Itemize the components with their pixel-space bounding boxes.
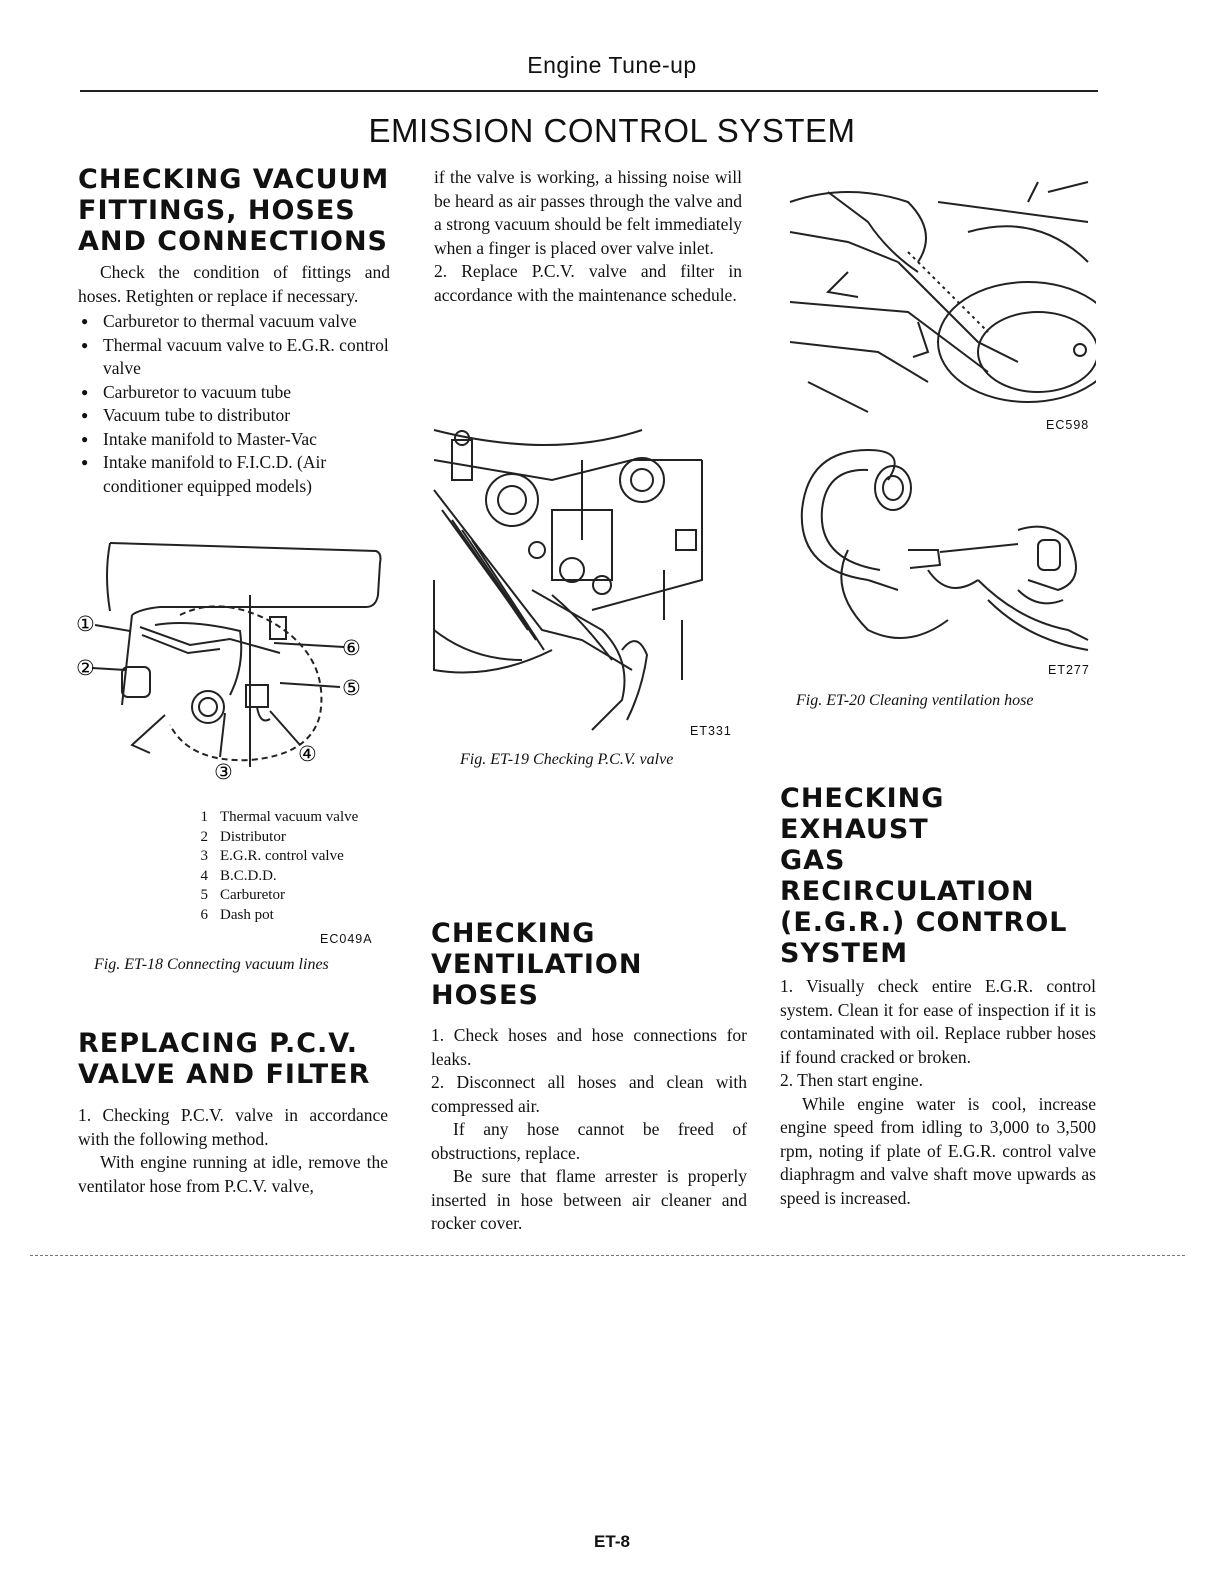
pcv-item-1: 1. Checking P.C.V. valve in accordance with the following method. [78, 1105, 388, 1149]
legend-row: 1 Thermal vacuum valve [200, 809, 359, 825]
callout-6: ⑥ [342, 636, 361, 660]
fig18-code: EC049A [320, 932, 373, 946]
vacuum-intro: Check the condition of fittings and hoses. Retighten or replace if necessary. [78, 262, 390, 306]
divider [30, 1255, 1185, 1256]
fig19-caption: Fig. ET-19 Checking P.C.V. valve [460, 751, 674, 768]
pcv-item-1-para: With engine running at idle, remove the ventilator hose from P.C.V. valve, [78, 1152, 388, 1196]
egr-heading: CHECKING EXHAUST GAS RECIRCULATION (E.G.R.) CONTROL SYSTEM [780, 783, 1068, 969]
pcv-continued-text: if the valve is working, a hissing noise will be heard as air passes through the valve and a strong vacuum should be felt immediately when a finger is placed over valve inlet. [434, 167, 742, 258]
fig20-code-top: EC598 [1046, 418, 1090, 432]
vacuum-lines-diagram [70, 535, 390, 785]
list-item: ● Vacuum tube to distributor [78, 404, 390, 428]
legend-row: 3 E.G.R. control valve [200, 848, 344, 864]
egr-item-1: 1. Visually check entire E.G.R. control system. Clean it for ease of inspection if it is contaminated with oil. Replace rubber hoses if found cracked or broken. [780, 976, 1096, 1067]
section-egr [780, 783, 1096, 1210]
section-vacuum [78, 164, 390, 498]
legend-row: 4 B.C.D.D. [200, 867, 277, 884]
egr-para: While engine water is cool, increase engine speed from idling to 3,000 to 3,500 rpm, noting if plate of E.G.R. control valve diaphragm and valve shaft move upwards as speed is increased. [780, 1093, 1096, 1208]
pcv-item-2: 2. Replace P.C.V. valve and filter in accordance with the maintenance schedule. [434, 261, 742, 305]
egr-item-2: 2. Then start engine. [780, 1070, 924, 1090]
header-rule [80, 90, 1098, 92]
fig18-legend [182, 808, 392, 925]
callout-1: ① [76, 612, 95, 636]
page-number: ET-8 [594, 1532, 630, 1551]
pcv-heading: REPLACING P.C.V. VALVE AND FILTER [78, 1028, 371, 1090]
ventilation-para-2: Be sure that flame arrester is properly inserted in hose between air cleaner and rocker cover. [431, 1166, 747, 1233]
callout-4: ④ [298, 742, 317, 766]
fig20-code-bottom: ET277 [1048, 663, 1090, 677]
hose-cleaning-illustration [788, 440, 1096, 660]
fig20-caption: Fig. ET-20 Cleaning ventilation hose [796, 692, 1034, 709]
pcv-continued [434, 166, 742, 307]
list-item: ● Carburetor to vacuum tube [78, 381, 390, 405]
section-pcv [78, 1028, 388, 1198]
running-head: Engine Tune-up [527, 52, 697, 78]
ventilation-item-1: 1. Check hoses and hose connections for leaks. [431, 1025, 747, 1069]
ventilation-item-2: 2. Disconnect all hoses and clean with compressed air. [431, 1072, 747, 1116]
fig19-code: ET331 [690, 724, 732, 738]
fig18-caption: Fig. ET-18 Connecting vacuum lines [94, 956, 329, 973]
callout-3: ③ [214, 760, 233, 784]
page-title: EMISSION CONTROL SYSTEM [368, 112, 856, 149]
legend-row: 5 Carburetor [200, 887, 285, 903]
list-item: ● Intake manifold to Master-Vac [78, 428, 390, 452]
list-item: ● Carburetor to thermal vacuum valve [78, 310, 390, 334]
ventilation-para-1: If any hose cannot be freed of obstructions, replace. [431, 1119, 747, 1163]
legend-row: 6 Dash pot [200, 906, 274, 923]
ventilation-hose-illustration [788, 172, 1096, 422]
section-ventilation [431, 918, 747, 1236]
callout-2: ② [76, 656, 95, 680]
ventilation-heading: CHECKING VENTILATION HOSES [431, 918, 643, 1011]
legend-row: 2 Distributor [200, 828, 286, 845]
list-item: ● Intake manifold to F.I.C.D. (Air conditioner equipped models) [78, 451, 390, 498]
list-item: ● Thermal vacuum valve to E.G.R. control valve [78, 334, 390, 381]
vacuum-heading: CHECKING VACUUM FITTINGS, HOSES AND CONNECTIONS [78, 164, 390, 257]
pcv-valve-illustration [432, 420, 742, 740]
vacuum-checklist [78, 310, 390, 498]
callout-5: ⑤ [342, 676, 361, 700]
